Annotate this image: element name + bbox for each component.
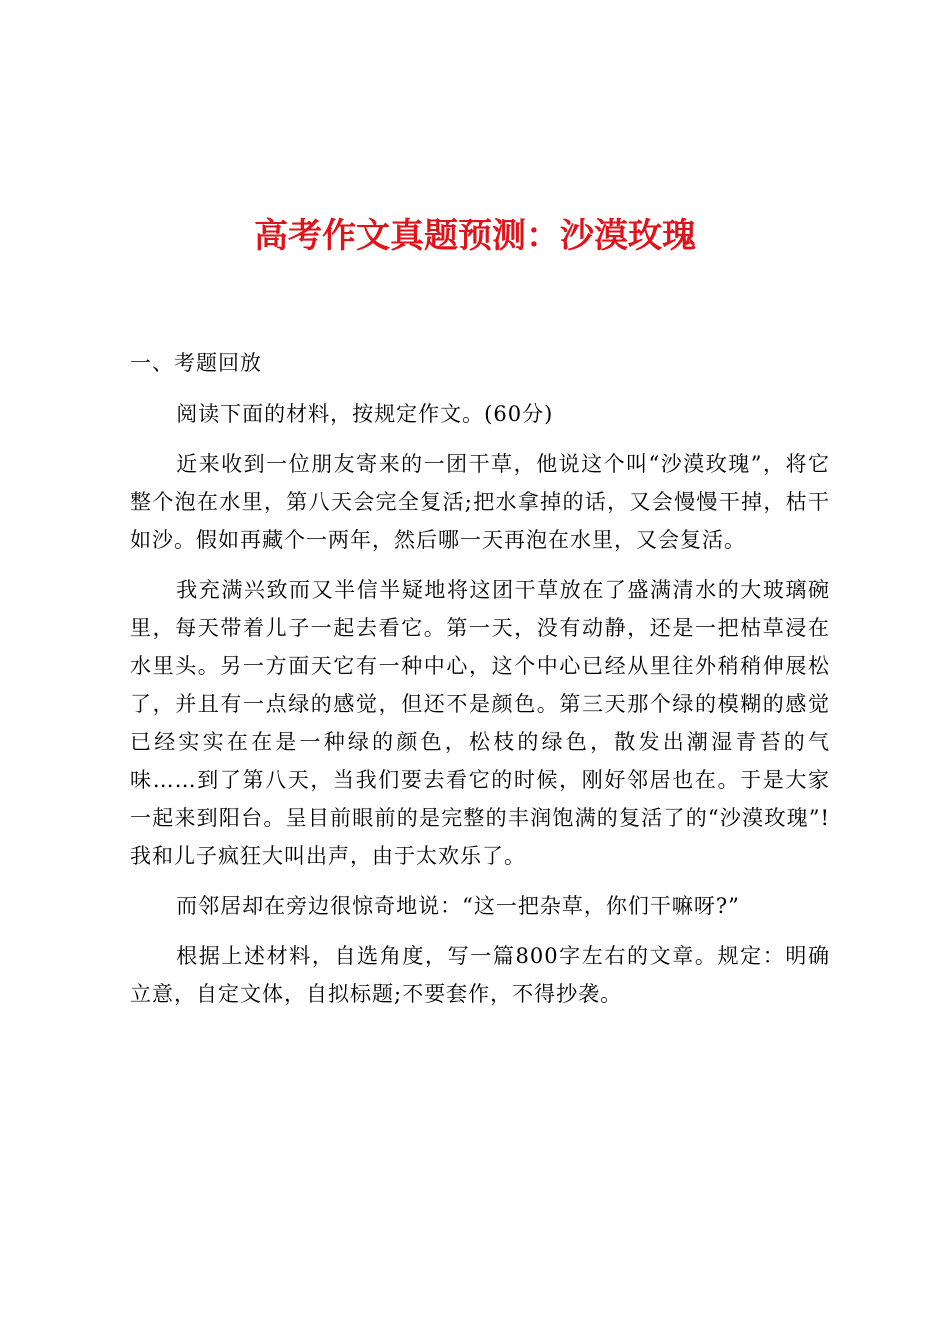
document-title: 高考作文真题预测：沙漠玫瑰 [254, 216, 696, 256]
instruction-paragraph: 阅读下面的材料，按规定作文。(60分) [176, 402, 554, 426]
document-body [130, 344, 830, 1025]
section-heading: 一、考题回放 [130, 351, 262, 375]
material-paragraph-1: 近来收到一位朋友寄来的一团干草，他说这个叫“沙漠玫瑰”，将它整个泡在水里，第八天会完全复活;把水拿掉的话，又会慢慢干掉，枯干如沙。假如再藏个一两年，然后哪一天再泡在水里，又会复活。 [130, 452, 830, 552]
requirement-paragraph: 根据上述材料，自选角度，写一篇800字左右的文章。规定：明确立意，自定文体，自拟标题;不要套作，不得抄袭。 [130, 944, 830, 1006]
material-paragraph-3: 而邻居却在旁边很惊奇地说：“这一把杂草，你们干嘛呀?” [176, 894, 740, 918]
material-paragraph-2: 我充满兴致而又半信半疑地将这团干草放在了盛满清水的大玻璃碗里，每天带着儿子一起去看它。第一天，没有动静，还是一把枯草浸在水里头。另一方面天它有一种中心，这个中心已经从里往外稍稍伸展松了，并且有一点绿的感觉，但还不是颜色。第三天那个绿的模糊的感觉已经实实在在是一种绿的颜色，松枝的绿色，散发出潮湿青苔的气味……到了第八天，当我们要去看它的时候，刚好邻居也在。于是大家一起来到阳台。呈目前眼前的是完整的丰润饱满的复活了的“沙漠玫瑰”!我和儿子疯狂大叫出声，由于太欢乐了。 [130, 578, 830, 868]
